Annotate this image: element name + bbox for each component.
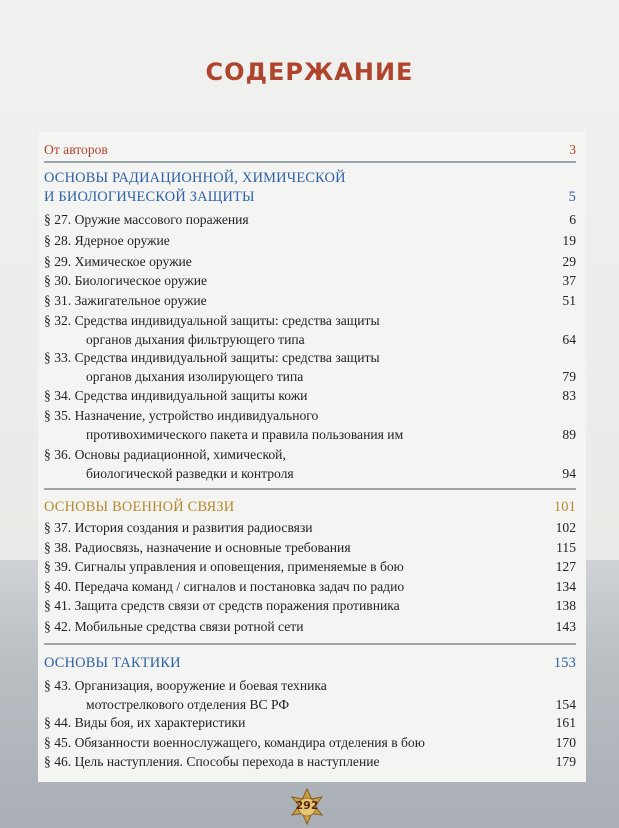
toc-page-number: 161 xyxy=(555,715,576,730)
toc-entry[interactable] xyxy=(44,577,576,596)
toc-entry[interactable] xyxy=(44,291,576,310)
page-number: 292 xyxy=(295,799,319,812)
toc-entry-title: § 39. Сигналы управления и оповещения, применяемые в бою xyxy=(44,559,404,574)
toc-entry[interactable] xyxy=(44,210,576,229)
toc-entry-title: § 34. Средства индивидуальной защиты кожи xyxy=(44,388,308,403)
toc-entry-title-continued: биологической разведки и контроля xyxy=(86,466,294,481)
toc-section-heading[interactable] xyxy=(44,498,576,517)
toc-entry[interactable] xyxy=(44,386,576,405)
toc-entry-title: § 35. Назначение, устройство индивидуального xyxy=(44,408,319,423)
toc-entry[interactable] xyxy=(44,733,576,752)
toc-page-number: 29 xyxy=(562,254,576,269)
toc-entry-title: От авторов xyxy=(44,142,108,157)
toc-entry[interactable] xyxy=(44,348,576,386)
toc-entry-title: ОСНОВЫ ТАКТИКИ xyxy=(44,655,181,671)
toc-page-number: 89 xyxy=(562,427,576,442)
toc-page-number: 179 xyxy=(555,754,576,769)
toc-page-number: 127 xyxy=(555,559,576,574)
toc-page-number: 5 xyxy=(568,189,576,205)
toc-entry[interactable] xyxy=(44,231,576,250)
toc-entry[interactable] xyxy=(44,271,576,290)
toc-page-number: 138 xyxy=(555,598,576,613)
toc-entry-title: § 41. Защита средств связи от средств поражения противника xyxy=(44,598,400,613)
toc-entry[interactable] xyxy=(44,676,576,714)
toc-entry[interactable] xyxy=(44,617,576,636)
toc-entry-title: ОСНОВЫ РАДИАЦИОННОЙ, ХИМИЧЕСКОЙ xyxy=(44,170,346,186)
toc-page-number: 3 xyxy=(569,142,576,157)
toc-section-heading[interactable] xyxy=(44,140,576,159)
toc-page-number: 134 xyxy=(555,579,576,594)
toc-entry-title-continued: органов дыхания фильтрующего типа xyxy=(86,332,305,347)
toc-entry[interactable] xyxy=(44,311,576,349)
toc-entry-title-continued: органов дыхания изолирующего типа xyxy=(86,369,304,384)
toc-entry-title: § 28. Ядерное оружие xyxy=(44,233,170,248)
toc-page-number: 115 xyxy=(556,540,576,555)
toc-page-number: 83 xyxy=(562,388,576,403)
section-separator xyxy=(44,488,576,490)
toc-page-number: 143 xyxy=(555,619,576,634)
toc-page-number: 101 xyxy=(553,499,576,515)
toc-entry[interactable] xyxy=(44,596,576,615)
toc-entry[interactable] xyxy=(44,538,576,557)
toc-entry-title: § 43. Организация, вооружение и боевая техника xyxy=(44,678,327,693)
toc-entry[interactable] xyxy=(44,557,576,576)
toc-entry-title: § 29. Химическое оружие xyxy=(44,254,192,269)
toc-entry-title: § 33. Средства индивидуальной защиты: средства защиты xyxy=(44,350,380,365)
toc-entry-title: § 40. Передача команд / сигналов и постановка задач по радио xyxy=(44,579,405,594)
toc-page-number: 51 xyxy=(562,293,576,308)
toc-page-number: 102 xyxy=(555,520,576,535)
toc-entry-title: § 37. История создания и развития радиосвязи xyxy=(44,520,313,535)
toc-page-number: 19 xyxy=(562,233,576,248)
toc-entry-title-continued: мотострелкового отделения ВС РФ xyxy=(86,697,290,712)
toc-entry[interactable] xyxy=(44,252,576,271)
toc-entry-title: § 42. Мобильные средства связи ротной сети xyxy=(44,619,304,634)
toc-entry-title: § 44. Виды боя, их характеристики xyxy=(44,715,246,730)
toc-entry-title-continued: противохимического пакета и правила пользования им xyxy=(86,427,404,442)
page-title: СОДЕРЖАНИЕ xyxy=(205,58,414,86)
section-separator xyxy=(44,161,576,163)
toc-page-number: 170 xyxy=(555,735,576,750)
toc-section-heading[interactable] xyxy=(44,169,576,207)
toc-page-number: 64 xyxy=(562,332,576,347)
toc-entry[interactable] xyxy=(44,445,576,483)
toc-page-number: 94 xyxy=(562,466,576,481)
toc-entry-title: § 36. Основы радиационной, химической, xyxy=(44,447,286,462)
toc-entry-title: § 38. Радиосвязь, назначение и основные требования xyxy=(44,540,351,555)
toc-entry-title: § 32. Средства индивидуальной защиты: средства защиты xyxy=(44,313,380,328)
toc-page-number: 153 xyxy=(553,655,576,671)
toc-page-number: 79 xyxy=(562,369,576,384)
section-separator xyxy=(44,643,576,645)
toc-entry-title: § 30. Биологическое оружие xyxy=(44,273,207,288)
toc-section-heading[interactable] xyxy=(44,654,576,673)
toc-entry[interactable] xyxy=(44,752,576,771)
toc-entry-title: § 45. Обязанности военнослужащего, командира отделения в бою xyxy=(44,735,425,750)
toc-entry-title: ОСНОВЫ ВОЕННОЙ СВЯЗИ xyxy=(44,499,235,515)
toc-page-number: 6 xyxy=(569,212,576,227)
toc-entry[interactable] xyxy=(44,518,576,537)
toc-entry-title-continued: И БИОЛОГИЧЕСКОЙ ЗАЩИТЫ xyxy=(44,189,255,205)
toc-entry[interactable] xyxy=(44,406,576,444)
toc-page-number: 37 xyxy=(562,273,576,288)
toc-page-number: 154 xyxy=(555,697,576,712)
toc-entry[interactable] xyxy=(44,713,576,732)
toc-entry-title: § 27. Оружие массового поражения xyxy=(44,212,249,227)
toc-entry-title: § 31. Зажигательное оружие xyxy=(44,293,207,308)
toc-entry-title: § 46. Цель наступления. Способы перехода в наступление xyxy=(44,754,380,769)
